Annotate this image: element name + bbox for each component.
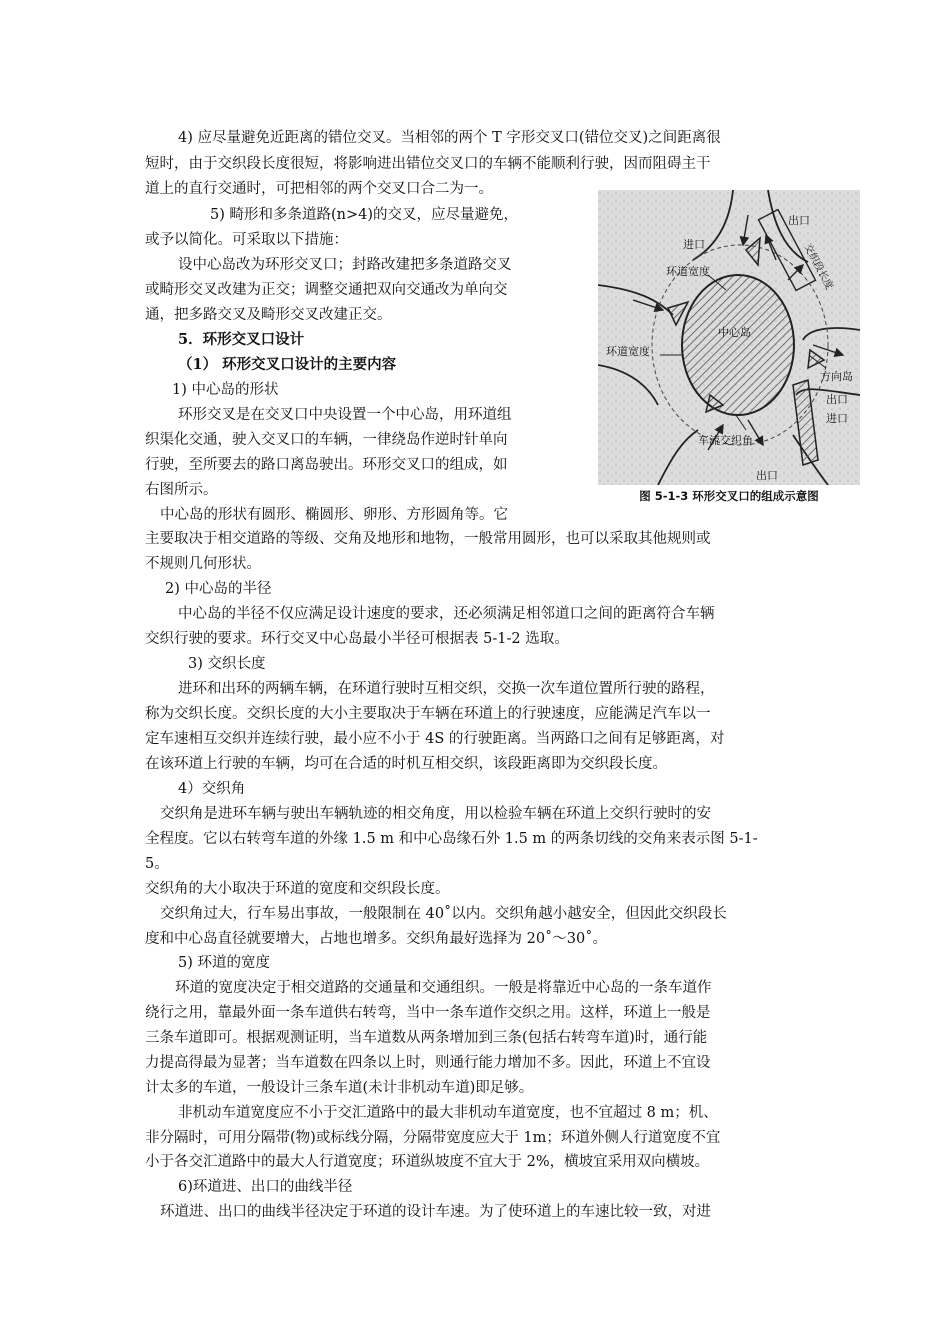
para-line: 交织角的大小取决于环道的宽度和交织段长度。: [145, 881, 450, 897]
para-line: 环道进、出口的曲线半径决定于环道的设计车速。为了使环道上的车速比较一致，对进: [160, 1204, 711, 1220]
label-entry-top: 进口: [683, 238, 705, 251]
label-direction-island: 方向岛: [820, 370, 853, 383]
para-line: 交织行驶的要求。环行交叉中心岛最小半径可根据表 5-1-2 选取。: [145, 631, 569, 647]
label-exit-bottom: 出口: [756, 469, 778, 482]
roundabout-diagram: [598, 190, 860, 485]
label-weave-angle: 车流交织角: [698, 434, 753, 447]
para-line: 右图所示。: [145, 482, 218, 498]
para-line: 道上的直行交通时，可把相邻的两个交叉口合二为一。: [145, 181, 493, 197]
label-center-island: 中心岛: [718, 326, 751, 339]
para-line: 短时，由于交织段长度很短，将影响进出错位交叉口的车辆不能顺利行驶，因而阻碍主干: [145, 156, 711, 172]
para-line: 5。: [145, 856, 169, 872]
section-heading: 5．环形交叉口设计: [178, 331, 305, 348]
para-line: 行驶，至所要去的路口离岛驶出。环形交叉口的组成，如: [145, 457, 508, 473]
para-line: 力提高得最为显著；当车道数在四条以上时，则通行能力增加不多。因此，环道上不宜设: [145, 1055, 711, 1071]
para-line: 称为交织长度。交织长度的大小主要取决于车辆在环道上的行驶速度，应能满足汽车以一: [145, 706, 711, 722]
para-line: 4) 应尽量避免近距离的错位交叉。当相邻的两个 T 字形交叉口(错位交叉)之间距离很: [178, 130, 721, 146]
center-island: [682, 275, 794, 415]
para-line: 通，把多路交叉及畸形交叉改建正交。: [145, 307, 392, 323]
para-line: 或畸形交叉改建为正交；调整交通把双向交通改为单向交: [145, 282, 508, 298]
label-ring-width: 环道宽度: [666, 265, 710, 278]
para-line: 或予以简化。可采取以下措施：: [145, 232, 348, 248]
figure-caption: 图 5-1-3 环形交叉口的组成示意图: [639, 489, 819, 503]
para-line: 计太多的车道，一般设计三条车道(未计非机动车道)即足够。: [145, 1080, 534, 1096]
para-line: 不规则几何形状。: [145, 556, 261, 572]
para-line: 织渠化交通，驶入交叉口的车辆，一律绕岛作逆时针单向: [145, 432, 508, 448]
para-line: 中心岛的半径不仅应满足设计速度的要求，还必须满足相邻道口之间的距离符合车辆: [178, 606, 715, 622]
para-line: 设中心岛改为环形交叉口；封路改建把多条道路交叉: [178, 257, 512, 273]
para-line: 在该环道上行驶的车辆，均可在合适的时机互相交织，该段距离即为交织段长度。: [145, 756, 667, 772]
label-entry-right: 进口: [826, 412, 848, 425]
item-heading: 6)环道进、出口的曲线半径: [178, 1179, 353, 1195]
item-heading: 2) 中心岛的半径: [165, 581, 272, 597]
para-line: 非机动车道宽度应不小于交汇道路中的最大非机动车道宽度，也不宜超过 8 m；机、: [178, 1105, 718, 1121]
para-line: 环形交叉是在交叉口中央设置一个中心岛，用环道组: [178, 407, 512, 423]
label-weave-length: 交织段长度: [801, 242, 835, 292]
para-line: 交织角是进环车辆与驶出车辆轨迹的相交角度，用以检验车辆在环道上交织行驶时的安: [160, 806, 711, 822]
para-line: 进环和出环的两辆车辆，在环道行驶时互相交织，交换一次车道位置所行驶的路程，: [178, 681, 715, 697]
label-ring-width: 环道宽度: [606, 345, 650, 358]
item-heading: 3) 交织长度: [188, 656, 266, 672]
para-line: 环道的宽度决定于相交道路的交通量和交通组织。一般是将靠近中心岛的一条车道作: [175, 980, 712, 996]
para-line: 绕行之用，靠最外面一条车道供右转弯，当中一条车道作交织之用。这样，环道上一般是: [145, 1005, 711, 1021]
roundabout-figure: [598, 190, 860, 485]
item-heading: 4）交织角: [178, 781, 246, 797]
para-line: 三条车道即可。根据观测证明，当车道数从两条增加到三条(包括右转弯车道)时，通行能: [145, 1030, 708, 1046]
para-line: 小于各交汇道路中的最大人行道宽度；环道纵坡度不宜大于 2%，横坡宜采用双向横坡。: [145, 1154, 710, 1170]
para-line: 中心岛的形状有圆形、椭圆形、卵形、方形圆角等。它: [160, 507, 508, 523]
para-line: 全程度。它以右转弯车道的外缘 1.5 m 和中心岛缘石外 1.5 m 的两条切线的交角来表示图 5-1-: [145, 831, 758, 847]
para-line: 定车速相互交织并连续行驶，最小应不小于 4S 的行驶距离。当两路口之间有足够距离，对: [145, 731, 725, 747]
label-exit-right: 出口: [826, 393, 848, 406]
para-line: 非分隔时，可用分隔带(物)或标线分隔，分隔带宽度应大于 1m；环道外侧人行道宽度不宜: [145, 1130, 721, 1146]
item-heading: 1) 中心岛的形状: [172, 382, 279, 398]
para-line: 交织角过大，行车易出事故，一般限制在 40˚以内。交织角越小越安全，但因此交织段长: [160, 906, 727, 922]
item-heading: 5) 环道的宽度: [178, 955, 270, 971]
para-line: 5) 畸形和多条道路(n>4)的交叉，应尽量避免，: [210, 207, 519, 223]
para-line: 度和中心岛直径就要增大，占地也增多。交织角最好选择为 20˚～30˚。: [145, 931, 608, 947]
subsection-heading: （1） 环形交叉口设计的主要内容: [178, 356, 397, 373]
para-line: 主要取决于相交道路的等级、交角及地形和地物，一般常用圆形，也可以采取其他规则或: [145, 531, 711, 547]
label-exit-top: 出口: [788, 214, 810, 227]
